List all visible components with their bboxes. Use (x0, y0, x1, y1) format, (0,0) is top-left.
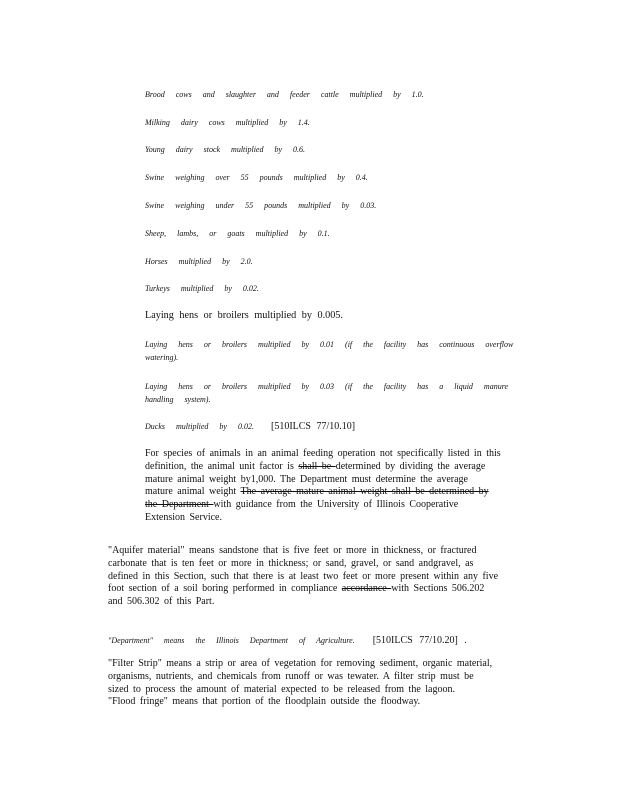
other-species-line2 (145, 461, 501, 474)
other-species-line2-rest: determined by dividing the average (335, 460, 486, 472)
multiplier-cattle: Brood cows and slaughter and feeder cattle multiplied by 1.0. (145, 90, 424, 99)
multiplier-laying-hens: Laying hens or broilers multiplied by 0.005. (145, 310, 343, 321)
department-text: "Department" means the Illinois Department of Agriculture. (108, 636, 355, 645)
aquifer-line3: defined in this Section, such that there is at least two feet or more present within any five (108, 570, 499, 582)
aquifer-line4-rest: with Sections 506.202 (391, 583, 485, 595)
ducks-citation: [510ILCS 77/10.10] (270, 421, 356, 432)
multiplier-laying-overflow-line2: watering). (145, 353, 179, 362)
other-species-line2-text: definition, the animal unit factor is (145, 460, 299, 472)
multiplier-milking-cows: Milking dairy cows multiplied by 1.4. (145, 118, 310, 127)
struck-the-department: the Department (145, 499, 214, 511)
multiplier-horses: Horses multiplied by 2.0. (145, 257, 253, 266)
aquifer-line4-text: foot section of a soil boring performed in compliance (108, 583, 342, 595)
aquifer-line1: "Aquifer material" means sandstone that is five feet or more in thickness, or fractured (108, 545, 477, 556)
other-species-line3: mature animal weight by1,000. The Department must determine the average (145, 473, 468, 485)
other-species-line4-text: mature animal weight (145, 486, 241, 498)
filter-strip-line2: organisms, nutrients, and chemicals from runoff or was tewater. A filter strip must be (108, 670, 474, 682)
multiplier-laying-liquid-line2: handling system). (145, 395, 211, 404)
other-species-line1: For species of animals in an animal feeding operation not specifically listed in this (145, 448, 501, 459)
flood-fringe-definition: "Flood fringe" means that portion of the floodplain outside the floodway. (108, 696, 421, 708)
other-species-line5 (145, 499, 501, 512)
aquifer-line5: and 506.302 of this Part. (108, 596, 215, 608)
other-species-line5-rest: with guidance from the University of Illinois Cooperative (213, 499, 459, 511)
department-citation: [510ILCS 77/10.20] . (372, 635, 467, 646)
filter-strip-line3: sized to process the amount of material expected to be released from the lagoon. (108, 683, 455, 695)
struck-shall-be: shall be (298, 460, 336, 472)
filter-strip-line1: "Filter Strip" means a strip or area of vegetation for removing sediment, organic material, (108, 658, 493, 669)
multiplier-young-dairy: Young dairy stock multiplied by 0.6. (145, 145, 306, 154)
multiplier-sheep: Sheep, lambs, or goats multiplied by 0.1. (145, 229, 330, 238)
other-species-paragraph (145, 448, 501, 525)
other-species-line4 (145, 486, 501, 499)
multiplier-laying-overflow-line1: Laying hens or broilers multiplied by 0.01 (if the facility has continuous overflow (145, 340, 514, 349)
multiplier-laying-liquid-line1: Laying hens or broilers multiplied by 0.03 (if the facility has a liquid manure (145, 382, 509, 391)
struck-average-weight-sentence: The average mature animal weight shall be determined by (240, 486, 489, 498)
filter-strip-definition (108, 658, 492, 709)
aquifer-line2: carbonate that is ten feet or more in thickness; or sand, gravel, or sand andgravel, as (108, 557, 474, 569)
multiplier-swine-over-55: Swine weighing over 55 pounds multiplied by 0.4. (145, 173, 368, 182)
department-definition (108, 630, 467, 648)
aquifer-line4 (108, 583, 498, 596)
multiplier-turkeys: Turkeys multiplied by 0.02. (145, 284, 259, 293)
multiplier-swine-under-55: Swine weighing under 55 pounds multiplied by 0.03. (145, 201, 377, 210)
multiplier-ducks (145, 422, 355, 432)
struck-accordance: accordance (341, 583, 392, 595)
other-species-line6: Extension Service. (145, 511, 222, 523)
ducks-text: Ducks multiplied by 0.02. (145, 422, 254, 431)
aquifer-definition (108, 545, 498, 609)
